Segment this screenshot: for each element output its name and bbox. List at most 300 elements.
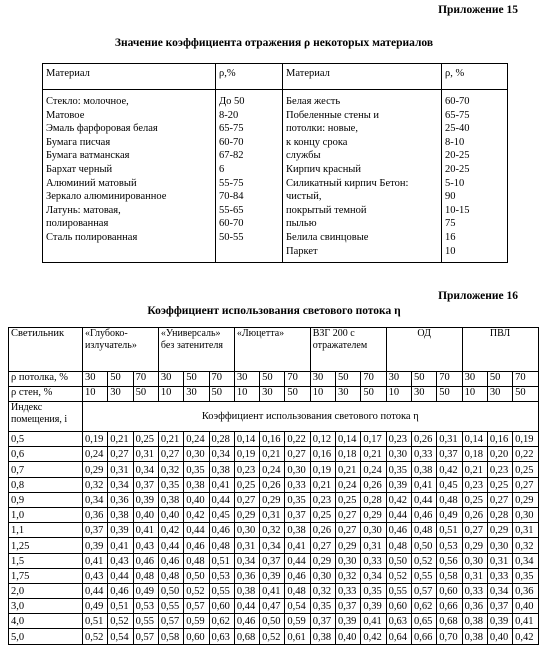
coef-value: 0,51 xyxy=(108,599,133,614)
coef-value: 0,39 xyxy=(361,599,386,614)
coef-value: 0,31 xyxy=(234,538,259,553)
rho-ceiling-label: ρ потолка, % xyxy=(9,372,83,387)
coef-value: 0,25 xyxy=(462,492,487,507)
coef-value: 0,21 xyxy=(158,432,183,447)
coef-value: 0,12 xyxy=(310,432,335,447)
coef-value: 0,27 xyxy=(336,523,361,538)
coef-value: 0,38 xyxy=(184,477,209,492)
coef-value: 0,46 xyxy=(411,507,436,522)
coef-value: 0,33 xyxy=(411,447,436,462)
coef-value: 0,46 xyxy=(133,553,158,568)
coef-value: 0,44 xyxy=(184,523,209,538)
room-index: 3,0 xyxy=(9,599,83,614)
coef-value: 0,29 xyxy=(310,553,335,568)
coef-value: 0,53 xyxy=(133,599,158,614)
rho-wall-value: 10 xyxy=(310,387,335,402)
rho-wall-value: 30 xyxy=(260,387,285,402)
coef-value: 0,43 xyxy=(83,568,108,583)
coef-value: 0,38 xyxy=(310,629,335,644)
coef-value: 0,19 xyxy=(83,432,108,447)
coef-value: 0,30 xyxy=(487,538,512,553)
coef-value: 0,49 xyxy=(133,583,158,598)
coef-value: 0,36 xyxy=(234,568,259,583)
coef-value: 0,21 xyxy=(108,432,133,447)
coef-value: 0,48 xyxy=(158,568,183,583)
coef-value: 0,34 xyxy=(361,568,386,583)
coef-value: 0,54 xyxy=(285,599,310,614)
rho-ceiling-value: 30 xyxy=(462,372,487,387)
room-index: 0,7 xyxy=(9,462,83,477)
coef-value: 0,44 xyxy=(386,507,411,522)
values-left: До 50 8-20 65-75 60-70 67-82 6 55-75 70-84 55-65 60-70 50-55 xyxy=(216,90,283,263)
coef-value: 0,37 xyxy=(83,523,108,538)
rho-wall-value: 30 xyxy=(487,387,512,402)
room-index: 0,8 xyxy=(9,477,83,492)
coef-value: 0,38 xyxy=(285,523,310,538)
coef-value: 0,21 xyxy=(361,447,386,462)
room-index: 4,0 xyxy=(9,614,83,629)
coef-value: 0,58 xyxy=(158,629,183,644)
lamp-header: «Универсаль» без затенителя xyxy=(158,328,234,372)
coef-value: 0,24 xyxy=(184,432,209,447)
coef-value: 0,44 xyxy=(285,553,310,568)
coef-value: 0,34 xyxy=(108,477,133,492)
reflection-coefficient-table xyxy=(42,63,508,263)
coef-value: 0,30 xyxy=(234,523,259,538)
table-row xyxy=(9,568,539,583)
header-material-left: Материал xyxy=(43,64,216,90)
coef-value: 0,46 xyxy=(158,553,183,568)
coef-value: 0,30 xyxy=(336,553,361,568)
coef-value: 0,61 xyxy=(285,629,310,644)
coef-value: 0,48 xyxy=(411,523,436,538)
coef-value: 0,25 xyxy=(133,432,158,447)
coef-value: 0,22 xyxy=(285,432,310,447)
coef-value: 0,29 xyxy=(462,538,487,553)
table-row xyxy=(9,599,539,614)
rho-ceiling-value: 70 xyxy=(361,372,386,387)
coef-value: 0,31 xyxy=(487,553,512,568)
coef-value: 0,32 xyxy=(83,477,108,492)
coef-value: 0,48 xyxy=(386,538,411,553)
coef-value: 0,55 xyxy=(209,583,234,598)
coef-value: 0,28 xyxy=(209,432,234,447)
coef-value: 0,42 xyxy=(437,462,462,477)
coef-value: 0,42 xyxy=(386,492,411,507)
coef-value: 0,25 xyxy=(336,492,361,507)
coef-value: 0,31 xyxy=(437,432,462,447)
coef-value: 0,42 xyxy=(184,507,209,522)
coef-value: 0,23 xyxy=(386,432,411,447)
coef-value: 0,44 xyxy=(108,568,133,583)
coef-value: 0,38 xyxy=(462,614,487,629)
coef-value: 0,14 xyxy=(336,432,361,447)
coef-value: 0,70 xyxy=(437,629,462,644)
rho-ceiling-value: 70 xyxy=(133,372,158,387)
rho-ceiling-value: 30 xyxy=(310,372,335,387)
coef-value: 0,52 xyxy=(386,568,411,583)
coef-value: 0,44 xyxy=(158,538,183,553)
coef-value: 0,37 xyxy=(310,614,335,629)
coef-value: 0,30 xyxy=(462,553,487,568)
coef-value: 0,21 xyxy=(260,447,285,462)
coef-value: 0,44 xyxy=(234,599,259,614)
coef-value: 0,40 xyxy=(336,629,361,644)
coef-value: 0,27 xyxy=(310,538,335,553)
coef-value: 0,38 xyxy=(234,583,259,598)
coef-value: 0,24 xyxy=(361,462,386,477)
rho-ceiling-value: 30 xyxy=(386,372,411,387)
coef-value: 0,52 xyxy=(260,629,285,644)
coef-value: 0,68 xyxy=(437,614,462,629)
coef-value: 0,27 xyxy=(234,492,259,507)
coef-value: 0,18 xyxy=(462,447,487,462)
coef-value: 0,31 xyxy=(260,507,285,522)
coef-value: 0,42 xyxy=(513,629,538,644)
rho-ceiling-value: 50 xyxy=(108,372,133,387)
coef-value: 0,66 xyxy=(437,599,462,614)
coef-value: 0,27 xyxy=(336,507,361,522)
coef-value: 0,56 xyxy=(437,553,462,568)
coef-value: 0,39 xyxy=(487,614,512,629)
coef-value: 0,38 xyxy=(411,462,436,477)
coef-value: 0,41 xyxy=(513,614,538,629)
table-row xyxy=(9,629,539,644)
coef-value: 0,60 xyxy=(184,629,209,644)
table-row xyxy=(9,553,539,568)
header-material-right: Материал xyxy=(283,64,442,90)
coef-value: 0,32 xyxy=(260,523,285,538)
coef-value: 0,23 xyxy=(462,477,487,492)
coef-value: 0,27 xyxy=(487,492,512,507)
table-row xyxy=(9,432,539,447)
coef-value: 0,46 xyxy=(209,523,234,538)
coef-value: 0,24 xyxy=(336,477,361,492)
room-index: 2,0 xyxy=(9,583,83,598)
coef-value: 0,55 xyxy=(133,614,158,629)
coef-value: 0,48 xyxy=(133,568,158,583)
coef-value: 0,40 xyxy=(513,599,538,614)
coef-value: 0,48 xyxy=(209,538,234,553)
table-row xyxy=(9,538,539,553)
coef-value: 0,36 xyxy=(83,507,108,522)
coef-value: 0,55 xyxy=(158,599,183,614)
coef-value: 0,29 xyxy=(513,492,538,507)
table-row xyxy=(9,477,539,492)
coef-value: 0,19 xyxy=(234,447,259,462)
rho-ceiling-value: 70 xyxy=(513,372,538,387)
coef-value: 0,33 xyxy=(462,583,487,598)
rho-wall-value: 10 xyxy=(234,387,259,402)
coef-value: 0,31 xyxy=(108,462,133,477)
coef-value: 0,37 xyxy=(285,507,310,522)
coef-value: 0,36 xyxy=(108,492,133,507)
coef-value: 0,27 xyxy=(158,447,183,462)
coef-value: 0,41 xyxy=(133,523,158,538)
coef-value: 0,45 xyxy=(437,477,462,492)
values-right: 60-70 65-75 25-40 8-10 20-25 20-25 5-10 90 10-15 75 16 10 xyxy=(442,90,508,263)
coef-value: 0,35 xyxy=(285,492,310,507)
coef-value: 0,39 xyxy=(133,492,158,507)
table-row xyxy=(9,583,539,598)
header-lamp: Светильник xyxy=(9,328,83,372)
table2-title: Коэффициент использования светового потока η xyxy=(147,305,401,317)
coef-value: 0,44 xyxy=(411,492,436,507)
coef-value: 0,28 xyxy=(361,492,386,507)
rho-ceiling-value: 70 xyxy=(285,372,310,387)
coef-value: 0,63 xyxy=(386,614,411,629)
rho-ceiling-value: 50 xyxy=(336,372,361,387)
coef-value: 0,16 xyxy=(487,432,512,447)
coef-value: 0,38 xyxy=(158,492,183,507)
coef-value: 0,30 xyxy=(310,568,335,583)
room-index: 1,5 xyxy=(9,553,83,568)
coef-value: 0,21 xyxy=(310,477,335,492)
coef-value: 0,39 xyxy=(260,568,285,583)
utilization-coefficient-table xyxy=(8,327,539,645)
coef-value: 0,34 xyxy=(209,447,234,462)
coef-value: 0,36 xyxy=(513,583,538,598)
coef-value: 0,41 xyxy=(285,538,310,553)
rho-ceiling-value: 70 xyxy=(209,372,234,387)
coef-value: 0,16 xyxy=(260,432,285,447)
table-row xyxy=(9,614,539,629)
coef-value: 0,45 xyxy=(209,507,234,522)
rho-wall-value: 30 xyxy=(184,387,209,402)
coef-value: 0,57 xyxy=(184,599,209,614)
coef-value: 0,20 xyxy=(487,447,512,462)
coef-value: 0,34 xyxy=(513,553,538,568)
coef-value: 0,39 xyxy=(336,614,361,629)
coef-value: 0,55 xyxy=(386,583,411,598)
coef-value: 0,14 xyxy=(462,432,487,447)
table-row xyxy=(9,492,539,507)
coef-value: 0,50 xyxy=(158,583,183,598)
coef-value: 0,24 xyxy=(83,447,108,462)
coef-value: 0,48 xyxy=(184,553,209,568)
table-row xyxy=(9,507,539,522)
rho-wall-value: 30 xyxy=(411,387,436,402)
coef-value: 0,26 xyxy=(462,507,487,522)
rho-ceiling-value: 50 xyxy=(411,372,436,387)
coef-value: 0,59 xyxy=(285,614,310,629)
coef-value: 0,29 xyxy=(487,523,512,538)
room-index: 1,1 xyxy=(9,523,83,538)
coef-value: 0,38 xyxy=(462,629,487,644)
coef-value: 0,35 xyxy=(361,583,386,598)
coef-value: 0,40 xyxy=(158,507,183,522)
coef-value: 0,54 xyxy=(108,629,133,644)
coef-value: 0,41 xyxy=(361,614,386,629)
rho-wall-value: 10 xyxy=(386,387,411,402)
coef-value: 0,37 xyxy=(437,447,462,462)
coef-value: 0,47 xyxy=(260,599,285,614)
header-rho-left: ρ,% xyxy=(216,64,283,90)
coef-value: 0,42 xyxy=(361,629,386,644)
coef-value: 0,26 xyxy=(260,477,285,492)
coef-value: 0,30 xyxy=(513,507,538,522)
coef-value: 0,25 xyxy=(487,477,512,492)
coef-value: 0,36 xyxy=(462,599,487,614)
coef-value: 0,65 xyxy=(411,614,436,629)
coef-value: 0,37 xyxy=(133,477,158,492)
table-row xyxy=(9,523,539,538)
coef-value: 0,51 xyxy=(83,614,108,629)
table-row xyxy=(9,462,539,477)
coef-value: 0,33 xyxy=(361,553,386,568)
coef-value: 0,34 xyxy=(487,583,512,598)
coef-value: 0,21 xyxy=(462,462,487,477)
rho-wall-value: 10 xyxy=(158,387,183,402)
coef-value: 0,25 xyxy=(234,477,259,492)
lamp-header: ОД xyxy=(386,328,462,372)
coef-value: 0,34 xyxy=(83,492,108,507)
coef-value: 0,23 xyxy=(310,492,335,507)
coef-value: 0,48 xyxy=(285,583,310,598)
coef-value: 0,28 xyxy=(487,507,512,522)
coef-value: 0,55 xyxy=(411,568,436,583)
coef-value: 0,46 xyxy=(234,614,259,629)
coef-value: 0,30 xyxy=(361,523,386,538)
room-index: 0,5 xyxy=(9,432,83,447)
coef-value: 0,57 xyxy=(133,629,158,644)
coef-value: 0,63 xyxy=(209,629,234,644)
coef-value: 0,57 xyxy=(411,583,436,598)
coef-value: 0,25 xyxy=(310,507,335,522)
coef-value: 0,39 xyxy=(83,538,108,553)
rho-wall-value: 50 xyxy=(209,387,234,402)
coef-value: 0,59 xyxy=(184,614,209,629)
header-rho-right: ρ, % xyxy=(442,64,508,90)
lamp-header: «Люцетта» xyxy=(234,328,310,372)
rho-ceiling-value: 30 xyxy=(158,372,183,387)
coef-value: 0,43 xyxy=(108,553,133,568)
lamp-header: ВЗГ 200 с отражателем xyxy=(310,328,386,372)
coef-value: 0,33 xyxy=(487,568,512,583)
coef-value: 0,29 xyxy=(260,492,285,507)
coef-label: Коэффициент использования светового потока η xyxy=(83,402,539,432)
coef-value: 0,41 xyxy=(83,553,108,568)
coef-value: 0,32 xyxy=(513,538,538,553)
coef-value: 0,35 xyxy=(184,462,209,477)
coef-value: 0,23 xyxy=(487,462,512,477)
coef-value: 0,35 xyxy=(513,568,538,583)
coef-value: 0,49 xyxy=(83,599,108,614)
coef-value: 0,26 xyxy=(310,523,335,538)
coef-value: 0,46 xyxy=(386,523,411,538)
coef-value: 0,31 xyxy=(513,523,538,538)
coef-value: 0,44 xyxy=(209,492,234,507)
coef-value: 0,46 xyxy=(108,583,133,598)
coef-value: 0,40 xyxy=(133,507,158,522)
rho-wall-value: 50 xyxy=(513,387,538,402)
coef-value: 0,21 xyxy=(336,462,361,477)
coef-value: 0,32 xyxy=(310,583,335,598)
coef-value: 0,29 xyxy=(234,507,259,522)
coef-value: 0,53 xyxy=(209,568,234,583)
coef-value: 0,49 xyxy=(437,507,462,522)
materials-right: Белая жесть Побеленные стены и потолки: новые, к концу срока службы Кирпич красный Силикатный кирпич Бетон: чистый, покрытый темной пылью Белила свинцовые Паркет xyxy=(283,90,442,263)
coef-value: 0,27 xyxy=(108,447,133,462)
coef-value: 0,40 xyxy=(487,629,512,644)
coef-value: 0,35 xyxy=(310,599,335,614)
coef-value: 0,29 xyxy=(361,507,386,522)
rho-ceiling-value: 30 xyxy=(83,372,108,387)
coef-value: 0,41 xyxy=(260,583,285,598)
coef-value: 0,41 xyxy=(411,477,436,492)
coef-value: 0,38 xyxy=(108,507,133,522)
coef-value: 0,60 xyxy=(437,583,462,598)
coef-value: 0,19 xyxy=(513,432,538,447)
coef-value: 0,39 xyxy=(386,477,411,492)
coef-value: 0,32 xyxy=(158,462,183,477)
coef-value: 0,18 xyxy=(336,447,361,462)
coef-value: 0,30 xyxy=(386,447,411,462)
coef-value: 0,68 xyxy=(234,629,259,644)
room-index: 1,0 xyxy=(9,507,83,522)
rho-ceiling-value: 50 xyxy=(260,372,285,387)
coef-value: 0,37 xyxy=(487,599,512,614)
rho-wall-value: 50 xyxy=(361,387,386,402)
room-index: 0,6 xyxy=(9,447,83,462)
coef-value: 0,46 xyxy=(285,568,310,583)
coef-value: 0,50 xyxy=(184,568,209,583)
coef-value: 0,40 xyxy=(184,492,209,507)
coef-value: 0,27 xyxy=(513,477,538,492)
coef-value: 0,14 xyxy=(234,432,259,447)
coef-value: 0,27 xyxy=(462,523,487,538)
coef-value: 0,27 xyxy=(285,447,310,462)
rho-ceiling-value: 30 xyxy=(234,372,259,387)
coef-value: 0,60 xyxy=(386,599,411,614)
coef-value: 0,37 xyxy=(336,599,361,614)
table-row xyxy=(9,447,539,462)
coef-value: 0,43 xyxy=(133,538,158,553)
room-index: 1,25 xyxy=(9,538,83,553)
coef-value: 0,19 xyxy=(310,462,335,477)
coef-value: 0,39 xyxy=(108,523,133,538)
rho-wall-value: 30 xyxy=(336,387,361,402)
coef-value: 0,57 xyxy=(158,614,183,629)
coef-value: 0,34 xyxy=(133,462,158,477)
appendix-15-label: Приложение 15 xyxy=(438,4,518,16)
coef-value: 0,52 xyxy=(411,553,436,568)
rho-ceiling-value: 70 xyxy=(437,372,462,387)
coef-value: 0,44 xyxy=(83,583,108,598)
rho-wall-value: 10 xyxy=(462,387,487,402)
coef-value: 0,34 xyxy=(234,553,259,568)
coef-value: 0,34 xyxy=(260,538,285,553)
appendix-16-label: Приложение 16 xyxy=(438,290,518,302)
coef-value: 0,22 xyxy=(513,447,538,462)
rho-ceiling-value: 50 xyxy=(487,372,512,387)
coef-value: 0,35 xyxy=(158,477,183,492)
coef-value: 0,50 xyxy=(386,553,411,568)
rho-wall-label: ρ стен, % xyxy=(9,387,83,402)
coef-value: 0,31 xyxy=(361,538,386,553)
coef-value: 0,37 xyxy=(260,553,285,568)
coef-value: 0,60 xyxy=(209,599,234,614)
coef-value: 0,64 xyxy=(386,629,411,644)
coef-value: 0,23 xyxy=(234,462,259,477)
coef-value: 0,16 xyxy=(310,447,335,462)
coef-value: 0,31 xyxy=(133,447,158,462)
coef-value: 0,17 xyxy=(361,432,386,447)
coef-value: 0,25 xyxy=(513,462,538,477)
coef-value: 0,29 xyxy=(83,462,108,477)
coef-value: 0,66 xyxy=(411,629,436,644)
coef-value: 0,29 xyxy=(336,538,361,553)
